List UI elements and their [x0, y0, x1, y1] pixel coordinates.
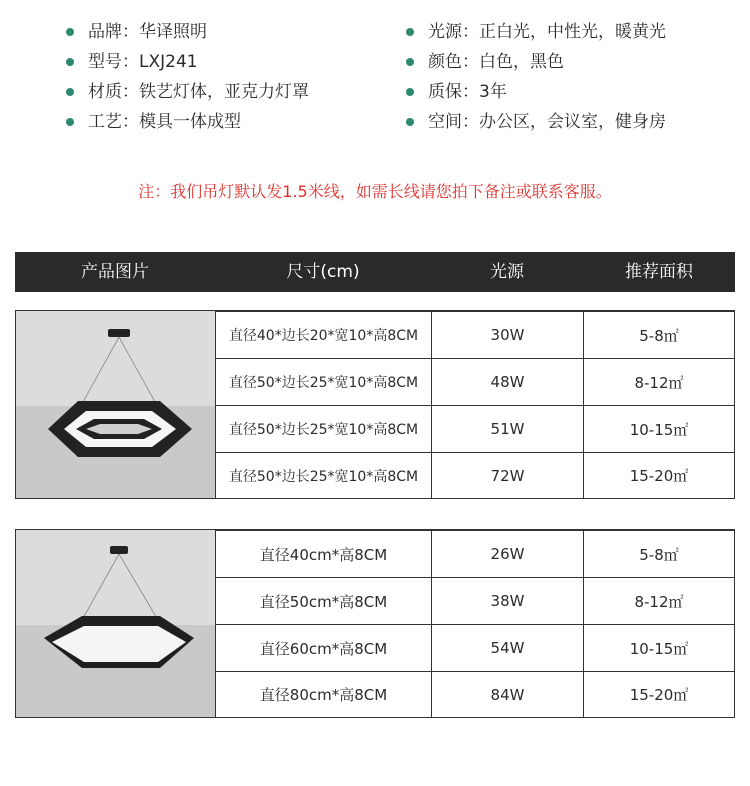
power-cell: 54W [431, 625, 583, 671]
table-row [215, 671, 734, 717]
table-row [215, 358, 734, 405]
table-row [215, 577, 734, 624]
product-table-hexagon-ring [15, 310, 735, 499]
size-cell: 直径80cm*高8CM [215, 672, 431, 717]
bullet-dot-icon [406, 118, 414, 126]
table-row [215, 452, 734, 498]
size-cell: 直径60cm*高8CM [215, 625, 431, 671]
table-row [215, 530, 734, 577]
size-cell: 直径50*边长25*宽10*高8CM [215, 406, 431, 452]
bullet-dot-icon [406, 88, 414, 96]
spec-text: 颜色：白色，黑色 [428, 52, 564, 72]
bullet-dot-icon [66, 88, 74, 96]
area-cell: 5-8㎡ [583, 531, 734, 577]
area-cell: 8-12㎡ [583, 359, 734, 405]
power-cell: 51W [431, 406, 583, 452]
product-table-hexagon-solid [15, 529, 735, 718]
size-cell: 直径50*边长25*宽10*高8CM [215, 359, 431, 405]
size-cell: 直径50cm*高8CM [215, 578, 431, 624]
area-cell: 15-20㎡ [583, 453, 734, 498]
bullet-dot-icon [66, 118, 74, 126]
product-image-hexagon-ring [16, 311, 215, 498]
product-image-hexagon-solid [16, 530, 215, 717]
bullet-dot-icon [66, 58, 74, 66]
table-row [215, 405, 734, 452]
header-size: 尺寸(cm) [286, 262, 360, 282]
power-cell: 26W [431, 531, 583, 577]
bullet-dot-icon [66, 28, 74, 36]
size-cell: 直径40*边长20*宽10*高8CM [215, 312, 431, 358]
power-cell: 72W [431, 453, 583, 498]
power-cell: 30W [431, 312, 583, 358]
spec-text: 型号：LXJ241 [88, 52, 198, 72]
header-product-image: 产品图片 [81, 262, 149, 282]
area-cell: 5-8㎡ [583, 312, 734, 358]
spec-list [66, 18, 746, 138]
area-cell: 10-15㎡ [583, 625, 734, 671]
spec-text: 质保：3年 [428, 82, 507, 102]
bullet-dot-icon [406, 28, 414, 36]
header-light-source: 光源 [490, 262, 524, 282]
table-row [215, 624, 734, 671]
table-row [215, 311, 734, 358]
cable-length-note: 注：我们吊灯默认发1.5米线，如需长线请您拍下备注或联系客服。 [138, 182, 612, 201]
power-cell: 38W [431, 578, 583, 624]
spec-text: 工艺：模具一体成型 [88, 112, 241, 132]
power-cell: 84W [431, 672, 583, 717]
size-cell: 直径40cm*高8CM [215, 531, 431, 577]
spec-text: 材质：铁艺灯体，亚克力灯罩 [88, 82, 309, 102]
area-cell: 15-20㎡ [583, 672, 734, 717]
power-cell: 48W [431, 359, 583, 405]
area-cell: 8-12㎡ [583, 578, 734, 624]
spec-text: 空间：办公区，会议室，健身房 [428, 112, 666, 132]
table-header [15, 252, 735, 292]
spec-text: 品牌：华译照明 [88, 22, 207, 42]
header-recommended-area: 推荐面积 [625, 262, 693, 282]
spec-text: 光源：正白光，中性光，暖黄光 [428, 22, 666, 42]
size-cell: 直径50*边长25*宽10*高8CM [215, 453, 431, 498]
area-cell: 10-15㎡ [583, 406, 734, 452]
bullet-dot-icon [406, 58, 414, 66]
